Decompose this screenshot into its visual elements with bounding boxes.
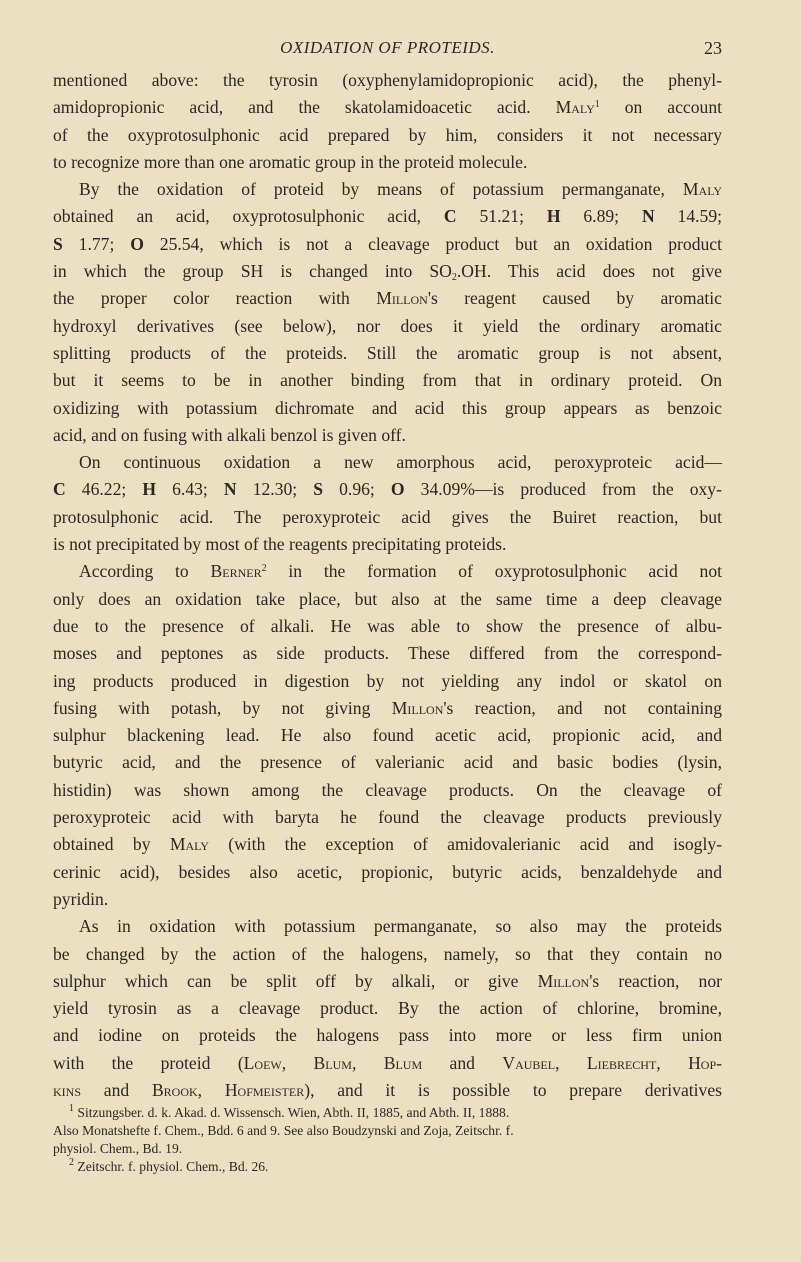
text-run: 1.77; xyxy=(62,233,131,254)
text-run: N xyxy=(641,206,655,227)
text-run: pyridin. xyxy=(53,888,109,909)
text-run: 46.22; xyxy=(65,479,143,500)
text-line xyxy=(53,558,722,585)
text-line xyxy=(53,831,722,858)
text-line xyxy=(53,340,722,367)
text-run: 14.59; xyxy=(654,206,722,227)
footnote-line xyxy=(53,1140,722,1158)
text-run: 's reagent caused by aromatic xyxy=(427,288,722,309)
text-run: of the oxyprotosulphonic acid prepared by him, considers it not necessary xyxy=(53,124,722,145)
text-run: to recognize more than one aromatic group in the proteid molecule. xyxy=(53,151,528,172)
text-run: butyric acid, and the presence of valerianic acid and basic bodies (lysin, xyxy=(53,752,722,773)
text-run: is not precipitated by most of the reagents precipitating proteids. xyxy=(53,534,507,555)
footnote-line xyxy=(53,1122,722,1140)
text-run: H xyxy=(142,479,157,500)
text-line xyxy=(53,231,722,258)
text-line xyxy=(53,640,722,667)
text-line xyxy=(53,531,722,558)
text-run: histidin) was shown among the cleavage products. On the cleavage of xyxy=(53,779,722,800)
text-run: but it seems to be in another binding from that in ordinary proteid. On xyxy=(53,370,722,391)
text-line xyxy=(53,1022,722,1049)
author-name: Maly xyxy=(169,834,209,855)
text-run: oxidizing with potassium dichromate and acid this group appears as benzoic xyxy=(53,397,722,418)
text-line xyxy=(53,749,722,776)
text-line xyxy=(53,995,722,1022)
text-line xyxy=(53,1077,722,1104)
author-name: Brook, Hofmeister xyxy=(151,1079,305,1100)
author-name: Millon xyxy=(537,970,590,991)
text-line xyxy=(53,968,722,995)
text-line xyxy=(53,422,722,449)
text-run: 6.89; xyxy=(560,206,642,227)
author-name: Maly xyxy=(555,97,595,118)
text-run: C xyxy=(443,206,457,227)
text-line xyxy=(53,476,722,503)
text-run: C xyxy=(53,479,66,500)
text-run: S xyxy=(53,233,63,254)
text-line xyxy=(53,695,722,722)
author-name: Millon xyxy=(376,288,428,309)
text-run: On continuous oxidation a new amorphous acid, peroxyproteic acid— xyxy=(79,452,722,473)
text-line xyxy=(53,1050,722,1077)
text-run: on account xyxy=(599,97,722,118)
text-run: and iodine on proteids the halogens pass into more or less firm union xyxy=(53,1025,722,1046)
text-run: As in oxidation with potassium permanganate, so also may the proteids xyxy=(79,916,722,937)
text-line xyxy=(53,449,722,476)
text-line xyxy=(53,176,722,203)
text-run: fusing with potash, by not giving xyxy=(53,697,392,718)
text-run: sulphur which can be split off by alkali, or give xyxy=(53,970,538,991)
body-text xyxy=(53,67,722,1104)
text-run: 2 xyxy=(451,272,457,284)
text-run: acid, and on fusing with alkali benzol is given off. xyxy=(53,424,406,445)
text-run: H xyxy=(546,206,561,227)
text-run: Zeitschr. f. physiol. Chem., Bd. 26. xyxy=(74,1159,269,1174)
text-run: Also Monatshefte f. Chem., Bdd. 6 and 9. See also Boudzynski and Zoja, Zeitschr. f. xyxy=(53,1123,514,1138)
text-run: O xyxy=(130,233,144,254)
text-run: 6.43; xyxy=(156,479,224,500)
text-run: 's reaction, and not containing xyxy=(443,697,722,718)
text-run: in the formation of oxyprotosulphonic acid not xyxy=(266,561,722,582)
author-name: Maly xyxy=(682,179,722,200)
page-number: 23 xyxy=(704,38,722,58)
text-run: amidopropionic acid, and the skatolamidoacetic acid. xyxy=(53,97,556,118)
text-line xyxy=(53,668,722,695)
text-line xyxy=(53,149,722,176)
text-line xyxy=(53,586,722,613)
text-run: O xyxy=(390,479,405,500)
text-line xyxy=(53,941,722,968)
text-line xyxy=(53,804,722,831)
text-line xyxy=(53,504,722,531)
text-run: yield tyrosin as a cleavage product. By the action of chlorine, bromine, xyxy=(53,998,722,1019)
text-run: due to the presence of alkali. He was able to show the presence of albu- xyxy=(53,615,722,636)
text-run: ing products produced in digestion by not yielding any indol or skatol on xyxy=(53,670,722,691)
text-run: obtained an acid, oxyprotosulphonic acid, xyxy=(53,206,444,227)
text-run: hydroxyl derivatives (see below), nor does it yield the ordinary aromatic xyxy=(53,315,722,336)
author-name: Millon xyxy=(391,697,444,718)
text-line xyxy=(53,203,722,230)
text-run: with the proteid ( xyxy=(53,1052,244,1073)
footnote-marker: 1 xyxy=(594,99,600,111)
footnote-marker: 2 xyxy=(69,1157,74,1168)
text-line xyxy=(53,777,722,804)
text-run: Sitzungsber. d. k. Akad. d. Wissensch. Wien, Abth. II, 1885, and Abth. II, 1888. xyxy=(74,1105,510,1120)
text-run: in which the group SH is changed into SO xyxy=(53,261,452,282)
text-run: 's reaction, nor xyxy=(589,970,722,991)
text-line xyxy=(53,395,722,422)
text-line xyxy=(53,94,722,121)
text-run: the proper color reaction with xyxy=(53,288,377,309)
footnote-marker: 1 xyxy=(69,1103,74,1114)
footnote-line xyxy=(53,1104,722,1122)
text-line xyxy=(53,859,722,886)
text-run: (with the exception of amidovalerianic acid and isogly- xyxy=(208,834,722,855)
text-run: According to xyxy=(79,561,211,582)
footnote-marker: 2 xyxy=(261,563,267,575)
running-header xyxy=(53,38,722,62)
text-run: be changed by the action of the halogens, namely, so that they contain no xyxy=(53,943,722,964)
text-run: splitting products of the proteids. Still the aromatic group is not absent, xyxy=(53,342,722,363)
text-run: and xyxy=(422,1052,503,1073)
text-line xyxy=(53,122,722,149)
text-run: cerinic acid), besides also acetic, propionic, butyric acids, benzaldehyde and xyxy=(53,861,722,882)
text-run: physiol. Chem., Bd. 19. xyxy=(53,1141,183,1156)
text-run: S xyxy=(313,479,324,500)
footnotes xyxy=(53,1104,722,1176)
author-name: Vaubel, Liebrecht, Hop- xyxy=(502,1052,722,1073)
text-line xyxy=(53,613,722,640)
author-name: kins xyxy=(53,1079,82,1100)
text-run: sulphur blackening lead. He also found acetic acid, propionic acid, and xyxy=(53,725,722,746)
text-run: and xyxy=(81,1079,152,1100)
text-run: peroxyproteic acid with baryta he found the cleavage products previously xyxy=(53,807,722,828)
text-run: 25.54, which is not a cleavage product but an oxidation product xyxy=(143,233,722,254)
text-run: 0.96; xyxy=(323,479,391,500)
text-line xyxy=(53,313,722,340)
text-line xyxy=(53,913,722,940)
text-run: obtained by xyxy=(53,834,170,855)
text-run: .OH. This acid does not give xyxy=(456,261,722,282)
author-name: Loew, Blum, Blum xyxy=(243,1052,423,1073)
text-line xyxy=(53,886,722,913)
text-run: moses and peptones as side products. These differed from the correspond- xyxy=(53,643,722,664)
text-run: N xyxy=(223,479,237,500)
text-run: protosulphonic acid. The peroxyproteic acid gives the Buiret reaction, but xyxy=(53,506,722,527)
text-line xyxy=(53,258,722,285)
text-line xyxy=(53,722,722,749)
text-line xyxy=(53,367,722,394)
text-run: ), and it is possible to prepare derivatives xyxy=(304,1079,722,1100)
footnote-line xyxy=(53,1158,722,1176)
text-run: 34.09%—is produced from the oxy- xyxy=(404,479,722,500)
text-run: only does an oxidation take place, but also at the same time a deep cleavage xyxy=(53,588,722,609)
text-run: By the oxidation of proteid by means of potassium permanganate, xyxy=(79,179,683,200)
running-title: OXIDATION OF PROTEIDS. xyxy=(280,38,495,57)
text-run: 51.21; xyxy=(456,206,547,227)
text-line xyxy=(53,285,722,312)
author-name: Berner xyxy=(210,561,262,582)
text-run: 12.30; xyxy=(236,479,314,500)
text-run: mentioned above: the tyrosin (oxyphenylamidopropionic acid), the phenyl- xyxy=(53,70,722,90)
text-line xyxy=(53,67,722,94)
